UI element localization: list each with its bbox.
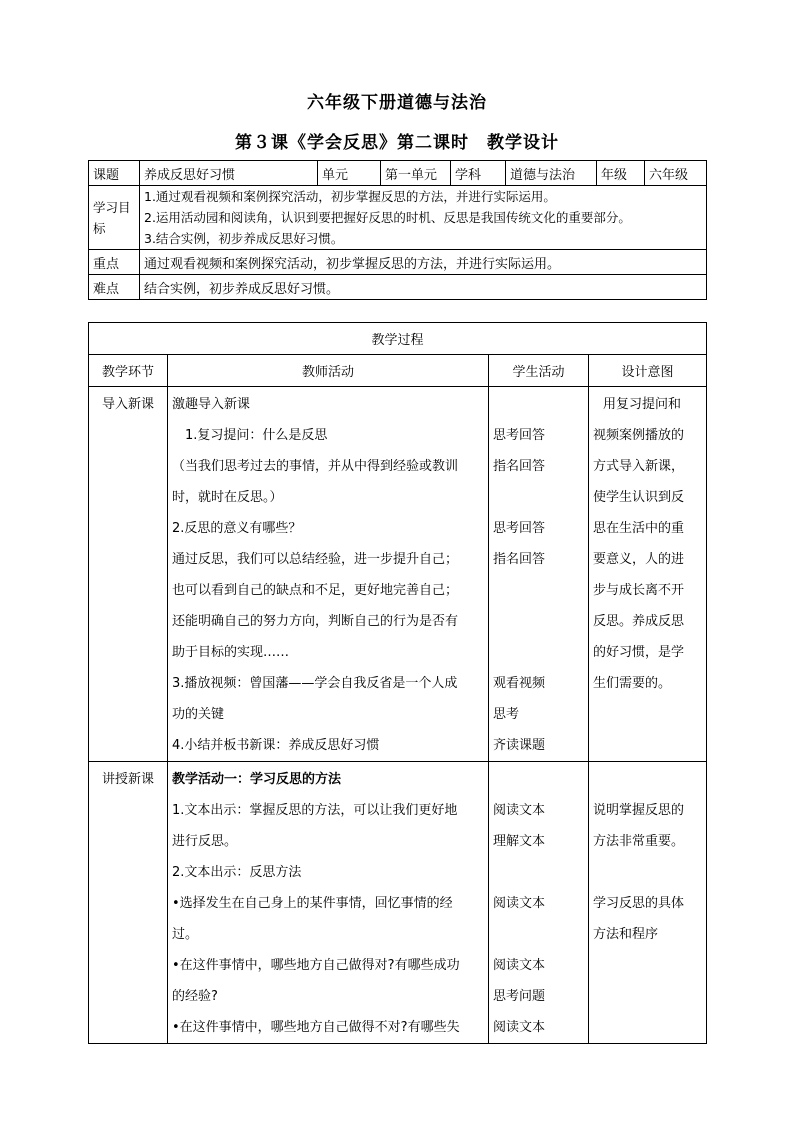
teacher-line: 2.反思的意义有哪些？ — [172, 521, 302, 536]
student-activity — [489, 387, 589, 762]
teacher-line: 2.文本出示：反思方法 — [172, 865, 302, 880]
teacher-activity — [168, 387, 489, 762]
student-line — [493, 919, 584, 950]
teacher-activity — [168, 762, 489, 1044]
teacher-line: 还能明确自己的努力方向，判断自己的行为是否有 — [172, 614, 459, 629]
student-line — [493, 637, 584, 668]
intent-line: 方式导入新课， — [593, 459, 685, 474]
teacher-line: 4.小结并板书新课：养成反思好习惯 — [172, 738, 380, 753]
student-line: 阅读文本 — [493, 958, 546, 973]
teacher-line: 3.播放视频：曾国藩——学会自我反省是一个人成 — [172, 676, 458, 691]
teacher-line: 的经验? — [172, 989, 218, 1004]
goals-label: 学习目标 — [89, 186, 140, 250]
student-line: 思考回答 — [493, 428, 546, 443]
teacher-line: 时，就时在反思。） — [172, 490, 283, 505]
info-row — [89, 161, 707, 186]
teacher-line: 过。 — [172, 927, 199, 942]
process-title: 教学过程 — [89, 323, 707, 355]
teacher-line: 进行反思。 — [172, 834, 238, 849]
intent-line: 要意义，人的进 — [593, 552, 685, 567]
intent-line: 说明掌握反思的 — [593, 803, 685, 818]
design-intent — [589, 762, 707, 1044]
student-line — [493, 389, 584, 420]
activity-heading: 教学活动一：学习反思的方法 — [172, 772, 342, 787]
section-intro — [89, 387, 707, 762]
teacher-line: 激趣导入新课 — [172, 397, 251, 412]
goals-content — [140, 186, 707, 250]
intent-line: 使学生认识到反 — [593, 490, 685, 505]
teacher-line: 1.复习提问：什么是反思 — [172, 428, 328, 443]
difficulty-label: 难点 — [89, 275, 140, 300]
process-title-row — [89, 323, 707, 355]
teacher-line: （当我们思考过去的事情，并从中得到经验或教训 — [172, 459, 459, 474]
header-intent: 设计意图 — [589, 355, 707, 387]
header-student: 学生活动 — [489, 355, 589, 387]
student-line: 齐读课题 — [493, 738, 546, 753]
key-row — [89, 250, 707, 275]
student-line: 思考 — [493, 707, 520, 722]
process-header-row — [89, 355, 707, 387]
info-table — [88, 160, 707, 300]
intent-line: 视频案例播放的 — [593, 428, 685, 443]
goal-item: 2.运用活动园和阅读角，认识到要把握好反思的时机、反思是我国传统文化的重要部分。 — [144, 210, 631, 225]
subject-value: 道德与法治 — [506, 161, 597, 186]
goal-item: 1.通过观看视频和案例探究活动，初步掌握反思的方法，并进行实际运用。 — [144, 189, 556, 204]
difficulty-text: 结合实例，初步养成反思好习惯。 — [140, 275, 707, 300]
teacher-line: 功的关键 — [172, 707, 225, 722]
student-line: 思考回答 — [493, 521, 546, 536]
student-line: 阅读文本 — [493, 1020, 546, 1035]
process-table — [88, 322, 707, 1044]
intent-line: 反思。养成反思 — [593, 614, 685, 629]
grade-value: 六年级 — [645, 161, 707, 186]
goals-row — [89, 186, 707, 250]
unit-label: 单元 — [318, 161, 381, 186]
intent-line: 方法非常重要。 — [593, 834, 685, 849]
student-line: 理解文本 — [493, 834, 546, 849]
design-intent — [589, 387, 707, 762]
subject-label: 学科 — [451, 161, 506, 186]
teacher-line: •在这件事情中，哪些地方自己做得不对?有哪些失 — [172, 1020, 460, 1035]
goal-item: 3.结合实例，初步养成反思好习惯。 — [144, 231, 344, 246]
document-subtitle: 第３课《学会反思》第二课时 教学设计 — [235, 133, 559, 153]
key-text: 通过观看视频和案例探究活动，初步掌握反思的方法，并进行实际运用。 — [140, 250, 707, 275]
topic-value: 养成反思好习惯 — [140, 161, 318, 186]
document-title: 六年级下册道德与法治 — [307, 93, 487, 113]
intent-line — [593, 764, 702, 795]
unit-value: 第一单元 — [381, 161, 451, 186]
grade-label: 年级 — [597, 161, 645, 186]
student-line — [493, 482, 584, 513]
intent-line: 学习反思的具体 — [593, 896, 685, 911]
intent-line: 生们需要的。 — [593, 676, 672, 691]
difficulty-row — [89, 275, 707, 300]
intent-line: 用复习提问和 — [603, 397, 682, 412]
student-line — [493, 606, 584, 637]
teacher-line: •选择发生在自己身上的某件事情，回忆事情的经 — [172, 896, 453, 911]
student-line: 思考问题 — [493, 989, 546, 1004]
intent-line — [593, 857, 702, 888]
student-line — [493, 575, 584, 606]
header-teacher: 教师活动 — [168, 355, 489, 387]
student-activity — [489, 762, 589, 1044]
student-line: 阅读文本 — [493, 896, 546, 911]
teacher-line: 1.文本出示：掌握反思的方法，可以让我们更好地 — [172, 803, 458, 818]
intent-line: 步与成长离不开 — [593, 583, 685, 598]
key-label: 重点 — [89, 250, 140, 275]
intent-line: 思在生活中的重 — [593, 521, 685, 536]
student-line — [493, 857, 584, 888]
student-line: 阅读文本 — [493, 803, 546, 818]
intent-line: 方法和程序 — [593, 927, 659, 942]
teacher-line: 助于目标的实现…… — [172, 645, 290, 660]
topic-label: 课题 — [89, 161, 140, 186]
stage-cell: 导入新课 — [89, 387, 168, 762]
student-line: 指名回答 — [493, 459, 546, 474]
student-line: 观看视频 — [493, 676, 546, 691]
intent-line: 的好习惯，是学 — [593, 645, 685, 660]
student-line: 指名回答 — [493, 552, 546, 567]
header-stage: 教学环节 — [89, 355, 168, 387]
teacher-line: 通过反思，我们可以总结经验，进一步提升自己； — [172, 552, 459, 567]
teacher-line: 也可以看到自己的缺点和不足，更好地完善自己； — [172, 583, 459, 598]
stage-cell: 讲授新课 — [89, 762, 168, 1044]
student-line — [493, 764, 584, 795]
teacher-line: •在这件事情中，哪些地方自己做得对?有哪些成功 — [172, 958, 460, 973]
section-new-lesson — [89, 762, 707, 1044]
